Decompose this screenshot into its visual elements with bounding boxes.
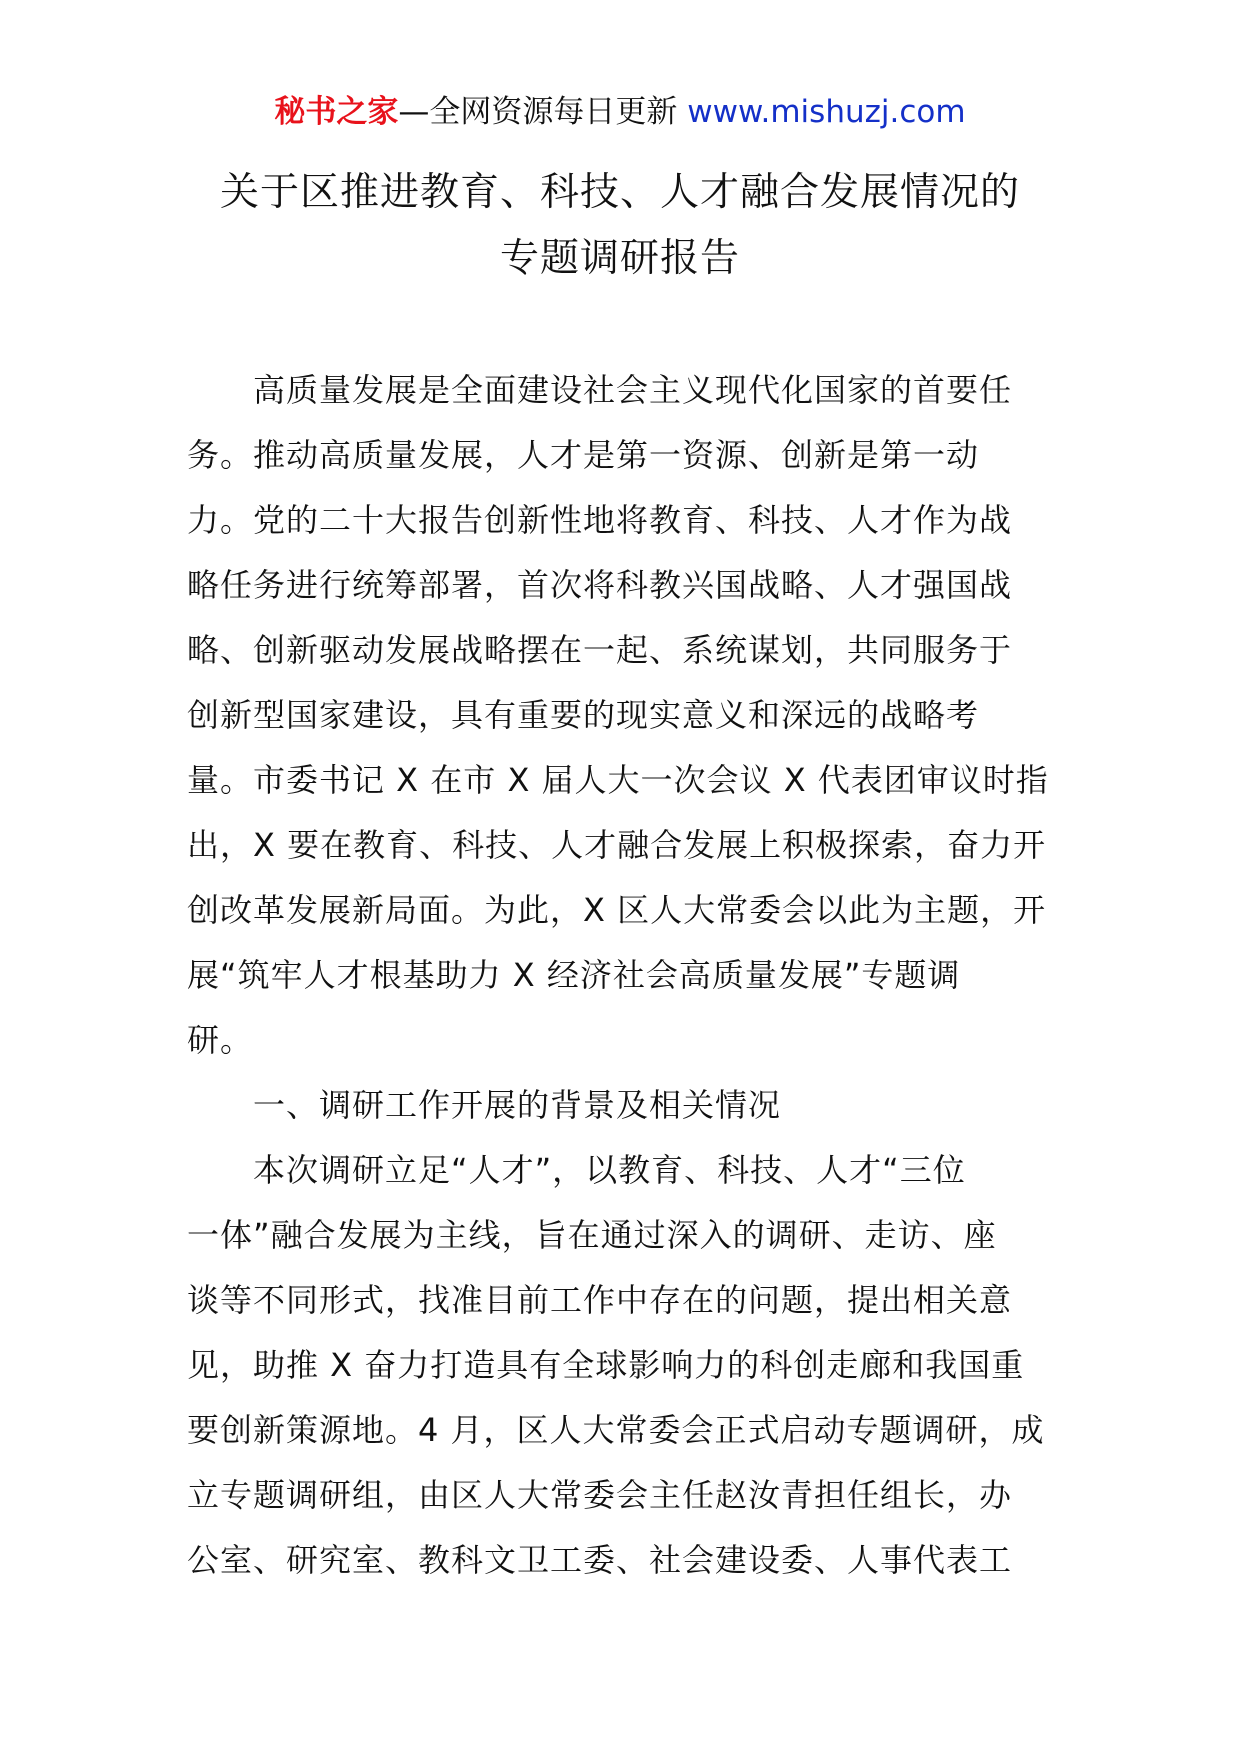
text-line: 要创新策源地。4 月，区人大常委会正式启动专题调研，成	[187, 1411, 1045, 1449]
paragraph-section-1	[187, 1138, 1053, 1593]
site-header	[0, 92, 1240, 132]
site-url-link[interactable]: www.mishuzj.com	[687, 94, 966, 130]
title-line-1: 关于区推进教育、科技、人才融合发展情况的	[219, 170, 1020, 215]
text-line: 略、创新驱动发展战略摆在一起、系统谋划，共同服务于	[187, 631, 1013, 669]
text-line: 谈等不同形式，找准目前工作中存在的问题，提出相关意	[187, 1281, 1013, 1319]
text-line: 展“筑牢人才根基助力 X 经济社会高质量发展”专题调	[187, 956, 961, 994]
section-heading-text: 一、调研工作开展的背景及相关情况	[253, 1086, 782, 1124]
text-line: 高质量发展是全面建设社会主义现代化国家的首要任	[253, 371, 1013, 409]
text-line: 公室、研究室、教科文卫工委、社会建设委、人事代表工	[187, 1541, 1013, 1579]
text-line: 量。市委书记 X 在市 X 届人大一次会议 X 代表团审议时指	[187, 761, 1049, 799]
document-body	[187, 358, 1053, 1593]
brand-name: 秘书之家	[274, 94, 399, 130]
header-tagline: —全网资源每日更新	[398, 94, 678, 130]
text-line: 务。推动高质量发展，人才是第一资源、创新是第一动	[187, 436, 980, 474]
text-line: 立专题调研组，由区人大常委会主任赵汝青担任组长，办	[187, 1476, 1013, 1514]
text-line: 一体”融合发展为主线，旨在通过深入的调研、走访、座	[187, 1216, 997, 1254]
text-line: 略任务进行统筹部署，首次将科教兴国战略、人才强国战	[187, 566, 1013, 604]
text-line: 出，X 要在教育、科技、人才融合发展上积极探索，奋力开	[187, 826, 1047, 864]
title-line-2: 专题调研报告	[499, 236, 740, 281]
text-line: 创新型国家建设，具有重要的现实意义和深远的战略考	[187, 696, 980, 734]
text-line: 本次调研立足“人才”，以教育、科技、人才“三位	[253, 1151, 966, 1189]
text-line: 研。	[187, 1021, 254, 1059]
document-title	[0, 160, 1240, 292]
text-line: 力。党的二十大报告创新性地将教育、科技、人才作为战	[187, 501, 1013, 539]
text-line: 创改革发展新局面。为此，X 区人大常委会以此为主题，开	[187, 891, 1047, 929]
text-line: 见，助推 X 奋力打造具有全球影响力的科创走廊和我国重	[187, 1346, 1025, 1384]
paragraph-intro	[187, 358, 1053, 1073]
section-heading-1	[187, 1073, 1053, 1138]
